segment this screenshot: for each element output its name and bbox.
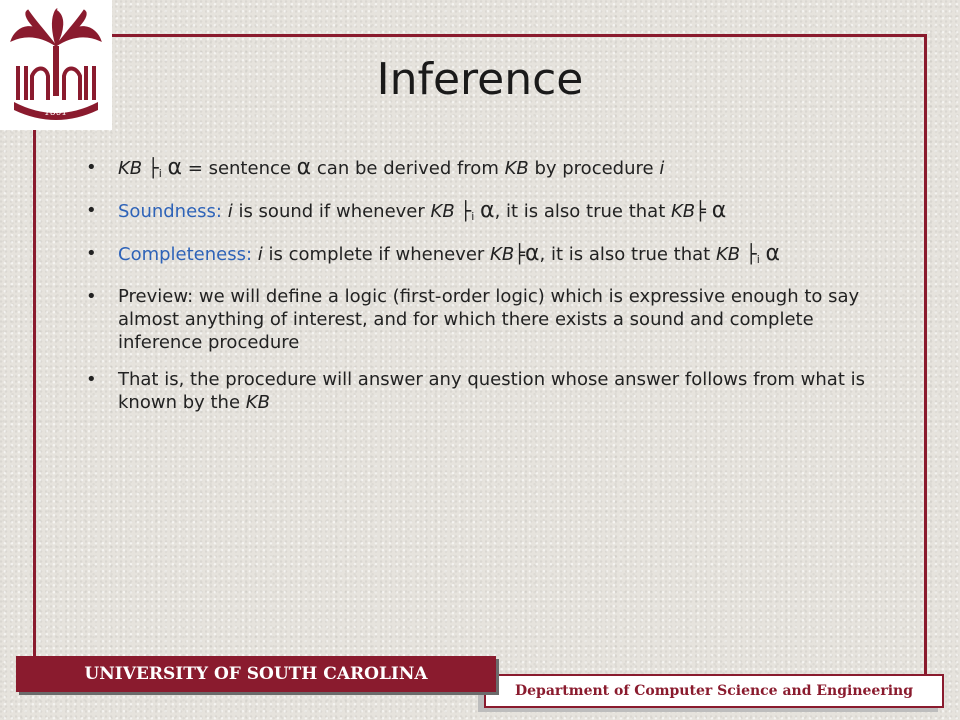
turnstile-symbol: ├ [745, 244, 757, 265]
completeness-term: Completeness: [118, 244, 253, 265]
university-banner: UNIVERSITY OF SOUTH CAROLINA [16, 656, 496, 692]
alpha-symbol: α [167, 155, 183, 180]
bullet-text: is sound if whenever [232, 201, 431, 222]
slide-title: Inference [376, 54, 584, 105]
entails-symbol: ╞ [514, 244, 526, 265]
bullet-text: is complete if whenever [262, 244, 491, 265]
bullet-list [80, 156, 900, 428]
turnstile-symbol: ├ [460, 201, 472, 222]
alpha-symbol: α [765, 241, 780, 266]
procedure-term: i [227, 201, 233, 222]
procedure-subscript: i [471, 210, 475, 223]
department-banner: Department of Computer Science and Engineering [484, 674, 944, 708]
bullet-text: That is, the procedure will answer any question whose answer follows from what is known by the [118, 369, 865, 413]
kb-term: KB [504, 158, 529, 179]
bullet-preview [80, 285, 900, 354]
bullet-text: can be derived from [311, 158, 505, 179]
kb-term: KB [245, 392, 270, 413]
kb-term: KB [430, 201, 455, 222]
bullet-soundness [80, 199, 900, 228]
bullet-text: , it is also true that [539, 244, 716, 265]
entails-symbol: ╞ [695, 201, 706, 222]
alpha-symbol: α [480, 198, 495, 223]
procedure-subscript: i [158, 167, 162, 180]
logo-year: 1801 [44, 108, 68, 118]
bullet-that-is [80, 368, 900, 414]
bullet-kb-derivation [80, 156, 900, 185]
procedure-subscript: i [756, 253, 760, 266]
bullet-completeness [80, 242, 900, 271]
alpha-symbol: α [711, 198, 727, 223]
bullet-text: Preview: we will define a logic (first-order logic) which is expressive enough to say almost anything of interest, and for which there exists a sound and complete inference procedure [118, 286, 860, 353]
alpha-symbol: α [525, 241, 540, 266]
kb-term: KB [118, 158, 143, 179]
turnstile-symbol: ├ [147, 158, 159, 179]
procedure-term: i [659, 158, 665, 179]
alpha-symbol: α [296, 155, 312, 180]
bullet-text: by procedure [528, 158, 660, 179]
bullet-text: = sentence [182, 158, 297, 179]
kb-term: KB [490, 244, 515, 265]
kb-term: KB [715, 244, 741, 265]
bullet-text: , it is also true that [494, 201, 671, 222]
soundness-term: Soundness: [118, 201, 222, 222]
procedure-term: i [257, 244, 263, 265]
kb-term: KB [670, 201, 696, 222]
